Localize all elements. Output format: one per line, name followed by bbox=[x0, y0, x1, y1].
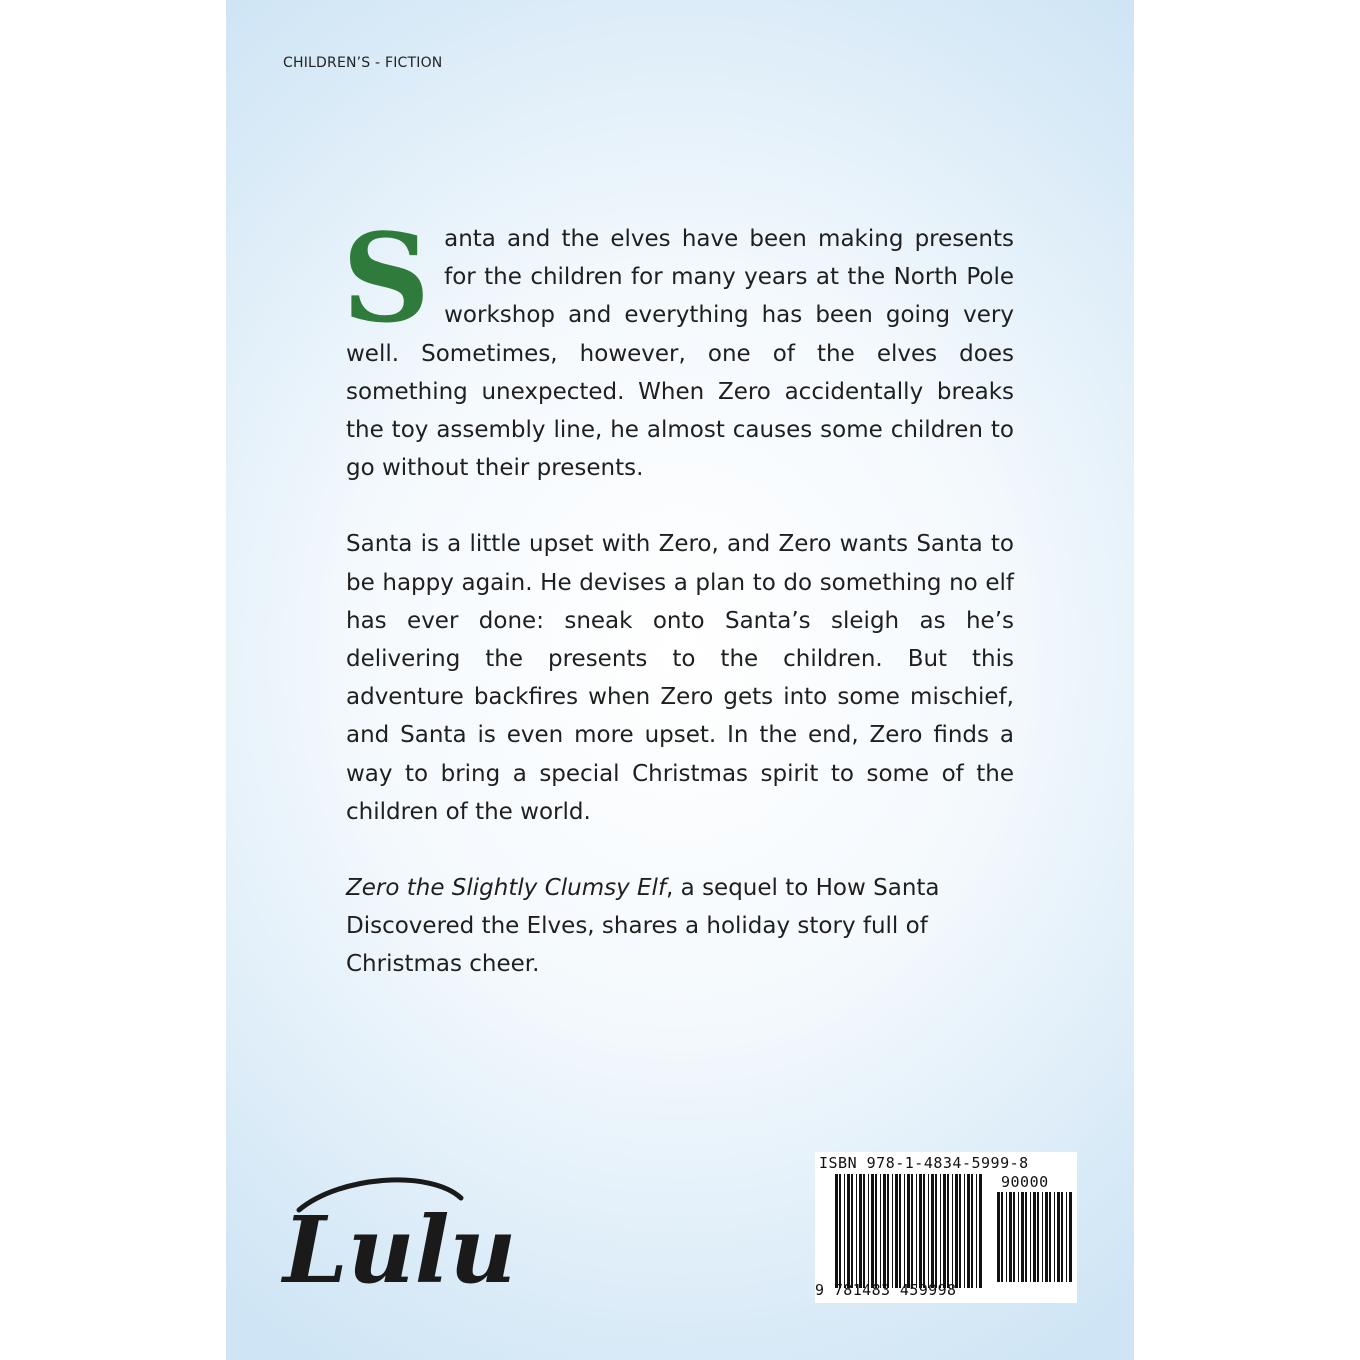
blurb-paragraph-3 bbox=[346, 869, 1014, 984]
barcode-bar bbox=[887, 1174, 889, 1288]
barcode-bar bbox=[911, 1174, 913, 1288]
barcode-bar bbox=[851, 1174, 853, 1288]
blurb bbox=[342, 206, 1014, 984]
barcode-bar bbox=[1066, 1192, 1067, 1282]
barcode-bar bbox=[979, 1174, 982, 1288]
logo-wordmark: Lulu bbox=[283, 1196, 517, 1304]
barcode-bar bbox=[935, 1174, 937, 1288]
barcode-bar bbox=[997, 1192, 1000, 1282]
barcode-bar bbox=[835, 1174, 838, 1288]
barcode-bar bbox=[844, 1174, 845, 1288]
blurb-paragraph-3-text: , a sequel to How Santa Discovered the Elves, shares a holiday story full of Christmas cheer. bbox=[346, 875, 940, 978]
barcode-bar bbox=[1057, 1192, 1060, 1282]
barcode-bar bbox=[919, 1174, 922, 1288]
barcode-bar bbox=[947, 1174, 949, 1288]
barcode-bar bbox=[875, 1174, 877, 1288]
barcode-bar bbox=[943, 1174, 946, 1288]
barcode-bar bbox=[1037, 1192, 1039, 1282]
barcode-bar bbox=[904, 1174, 905, 1288]
barcode-bar bbox=[1021, 1192, 1024, 1282]
barcode-bar bbox=[976, 1174, 977, 1288]
barcode-bar bbox=[1042, 1192, 1043, 1282]
barcode-bar bbox=[883, 1174, 886, 1288]
barcode-bar bbox=[871, 1174, 874, 1288]
barcode-bar bbox=[928, 1174, 929, 1288]
blurb-paragraph-2: Santa is a little upset with Zero, and Zero wants Santa to be happy again. He devises a plan to do something no elf has ever done: sneak onto Santa’s sleigh as he’s delivering the presents to the children. But this adventure backfires when Zero gets into some mischief, and Santa is even more upset. In the end, Zero finds a way to bring a special Christmas spirit to some of the children of the world. bbox=[346, 531, 1014, 825]
barcode-bar bbox=[859, 1174, 862, 1288]
barcode-bar bbox=[952, 1174, 953, 1288]
barcode-bar bbox=[839, 1174, 841, 1288]
back-cover bbox=[226, 0, 1134, 1360]
barcode-bar bbox=[856, 1174, 857, 1288]
barcode-bar bbox=[916, 1174, 917, 1288]
barcode-bar bbox=[899, 1174, 901, 1288]
barcode-bar bbox=[847, 1174, 850, 1288]
blurb-paragraph-1 bbox=[342, 206, 1014, 487]
barcode-bar bbox=[892, 1174, 893, 1288]
barcode-bar bbox=[1009, 1192, 1012, 1282]
barcode-bar bbox=[964, 1174, 965, 1288]
barcode-bar bbox=[1006, 1192, 1007, 1282]
book-title: Zero the Slightly Clumsy Elf bbox=[346, 875, 667, 902]
barcode-bar bbox=[1061, 1192, 1063, 1282]
barcode-bar bbox=[907, 1174, 910, 1288]
barcode-bar bbox=[1045, 1192, 1048, 1282]
barcode-bar bbox=[1025, 1192, 1027, 1282]
blurb-paragraph-1-text: anta and the elves have been making presents for the children for many years at the North Pole workshop and everything has been going very well. Sometimes, however, one of the elves does something unexpected. When Zero accidentally breaks the toy assembly line, he almost causes some children to go without their presents. bbox=[346, 226, 1014, 482]
barcode-bar bbox=[959, 1174, 961, 1288]
barcode-bar bbox=[1033, 1192, 1036, 1282]
barcode-bar bbox=[1054, 1192, 1055, 1282]
barcode-bar bbox=[1013, 1192, 1015, 1282]
barcode-bar bbox=[967, 1174, 970, 1288]
barcode-bar bbox=[923, 1174, 925, 1288]
barcode-bar bbox=[895, 1174, 898, 1288]
barcode-bar bbox=[880, 1174, 881, 1288]
barcode-bar bbox=[955, 1174, 958, 1288]
barcode-bar bbox=[1018, 1192, 1019, 1282]
isbn-label: ISBN 978-1-4834-5999-8 bbox=[819, 1154, 1029, 1172]
barcode-bar bbox=[931, 1174, 934, 1288]
barcode-bar bbox=[1030, 1192, 1031, 1282]
category-label: CHILDREN’S - FICTION bbox=[283, 55, 443, 71]
barcode-bar bbox=[863, 1174, 865, 1288]
ean-digits: 9 781483 459998 bbox=[815, 1281, 957, 1299]
drop-cap: S bbox=[342, 206, 431, 350]
isbn-barcode bbox=[815, 1152, 1077, 1303]
lulu-logo bbox=[281, 1170, 517, 1310]
addon-code: 90000 bbox=[1001, 1173, 1049, 1191]
barcode-bar bbox=[1069, 1192, 1072, 1282]
barcode-bar bbox=[868, 1174, 869, 1288]
barcode-bar bbox=[971, 1174, 973, 1288]
barcode-bar bbox=[940, 1174, 941, 1288]
barcode-bar bbox=[1001, 1192, 1003, 1282]
barcode-bar bbox=[1049, 1192, 1051, 1282]
